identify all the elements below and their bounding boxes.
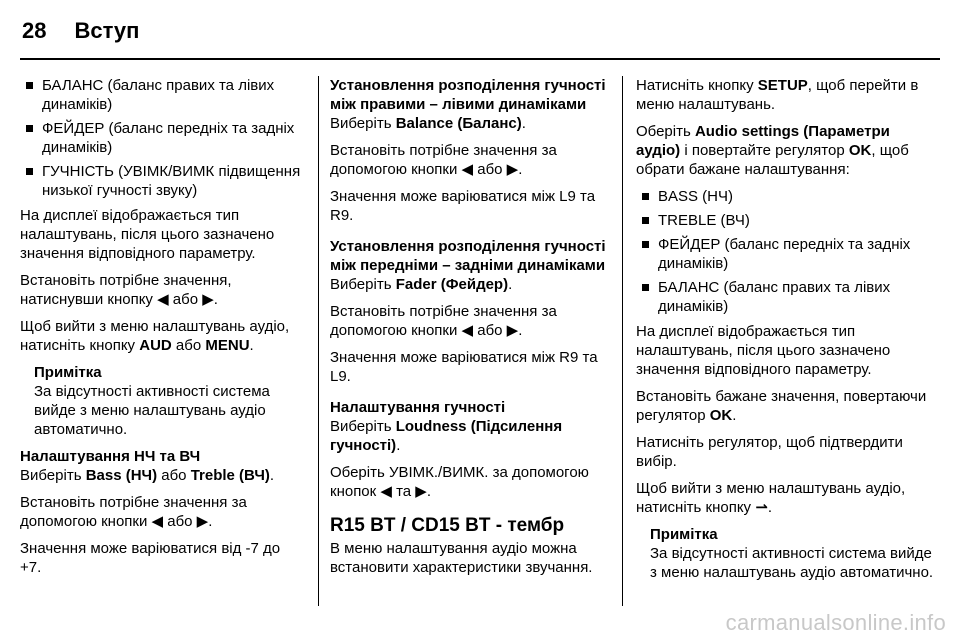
note xyxy=(650,525,936,582)
paragraph: Виберіть Bass (НЧ) або Treble (ВЧ). xyxy=(20,467,275,484)
section-heading-large: R15 BT / CD15 BT - тембр xyxy=(330,515,565,536)
note-text: За відсутності активності система вийде з меню налаштувань аудіо автоматично. xyxy=(650,545,934,581)
paragraph: Виберіть Loudness (Підсилення гучності). xyxy=(330,418,563,454)
note-text: За відсутності активності система вийде з меню налаштувань аудіо автоматично. xyxy=(34,383,270,438)
paragraph: На дисплеї відображається тип налаштувань, після цього зазначено значення відповідного параметру. xyxy=(20,207,275,262)
list-item: BASS (НЧ) xyxy=(636,187,936,206)
paragraph: Оберіть УВІМК./ВИМК. за допомогою кнопок ◀ та ▶. xyxy=(330,464,589,500)
paragraph: В меню налаштування аудіо можна встановити характеристики звучання. xyxy=(330,540,593,576)
note xyxy=(34,363,305,439)
paragraph: Встановіть потрібне значення, натиснувши кнопку ◀ або ▶. xyxy=(20,272,232,308)
list-item: БАЛАНС (баланс правих та лівих динаміків) xyxy=(636,278,936,316)
paragraph: Значення може варіюватися між R9 та L9. xyxy=(330,349,598,385)
section-heading: Налаштування гучності xyxy=(330,399,506,416)
paragraph: Виберіть Balance (Баланс). xyxy=(330,115,526,132)
column-divider-2 xyxy=(622,76,623,606)
column-divider-1 xyxy=(318,76,319,606)
paragraph: Щоб вийти з меню налаштувань аудіо, натисніть кнопку ⇀. xyxy=(636,480,906,516)
menu-button-label: MENU xyxy=(205,337,250,354)
back-icon: ⇀ xyxy=(755,499,768,516)
paragraph: Встановіть потрібне значення за допомогою кнопки ◀ або ▶. xyxy=(330,303,557,339)
header-rule xyxy=(20,58,940,60)
settings-list xyxy=(636,187,936,316)
list-item: БАЛАНС (баланс правих та лівих динаміків) xyxy=(20,76,305,114)
paragraph: Значення може варіюватися від -7 до +7. xyxy=(20,540,281,576)
column-3 xyxy=(636,76,936,590)
list-item: ФЕЙДЕР (баланс передніх та задніх динаміків) xyxy=(636,235,936,273)
paragraph: Натисніть кнопку SETUP, щоб перейти в меню налаштувань. xyxy=(636,77,919,113)
page-number: 28 xyxy=(22,18,47,43)
column-1 xyxy=(20,76,305,585)
page-title: Вступ xyxy=(74,18,140,43)
column-2 xyxy=(330,76,610,585)
paragraph: Встановіть потрібне значення за допомогою кнопки ◀ або ▶. xyxy=(330,142,557,178)
paragraph: Встановіть бажане значення, повертаючи регулятор OK. xyxy=(636,388,927,424)
paragraph: Щоб вийти з меню налаштувань аудіо, натисніть кнопку AUD або MENU. xyxy=(20,318,290,354)
section-heading: Налаштування НЧ та ВЧ xyxy=(20,448,201,465)
paragraph: Натисніть регулятор, щоб підтвердити вибір. xyxy=(636,434,903,470)
paragraph: Значення може варіюватися між L9 та R9. xyxy=(330,188,596,224)
note-title: Примітка xyxy=(650,526,718,543)
setup-button-label: SETUP xyxy=(757,77,808,94)
settings-list xyxy=(20,76,305,200)
paragraph: Виберіть Fader (Фейдер). xyxy=(330,276,513,293)
paragraph: Оберіть Audio settings (Параметри аудіо) і повертайте регулятор OK, щоб обрати бажане налаштування: xyxy=(636,123,909,178)
paragraph: Встановіть потрібне значення за допомогою кнопки ◀ або ▶. xyxy=(20,494,247,530)
section-heading: Установлення розподілення гучності між передніми – задніми динаміками xyxy=(330,238,606,274)
watermark: carmanualsonline.info xyxy=(725,610,946,635)
list-item: ФЕЙДЕР (баланс передніх та задніх динаміків) xyxy=(20,119,305,157)
list-item: TREBLE (ВЧ) xyxy=(636,211,936,230)
page-header xyxy=(22,18,139,44)
list-item: ГУЧНІСТЬ (УВІМК/ВИМК підвищення низької гучності звуку) xyxy=(20,162,305,200)
aud-button-label: AUD xyxy=(139,337,172,354)
paragraph: На дисплеї відображається тип налаштувань, після цього зазначено значення відповідного параметру. xyxy=(636,323,891,378)
section-heading: Установлення розподілення гучності між правими – лівими динаміками xyxy=(330,77,606,113)
note-title: Примітка xyxy=(34,364,102,381)
